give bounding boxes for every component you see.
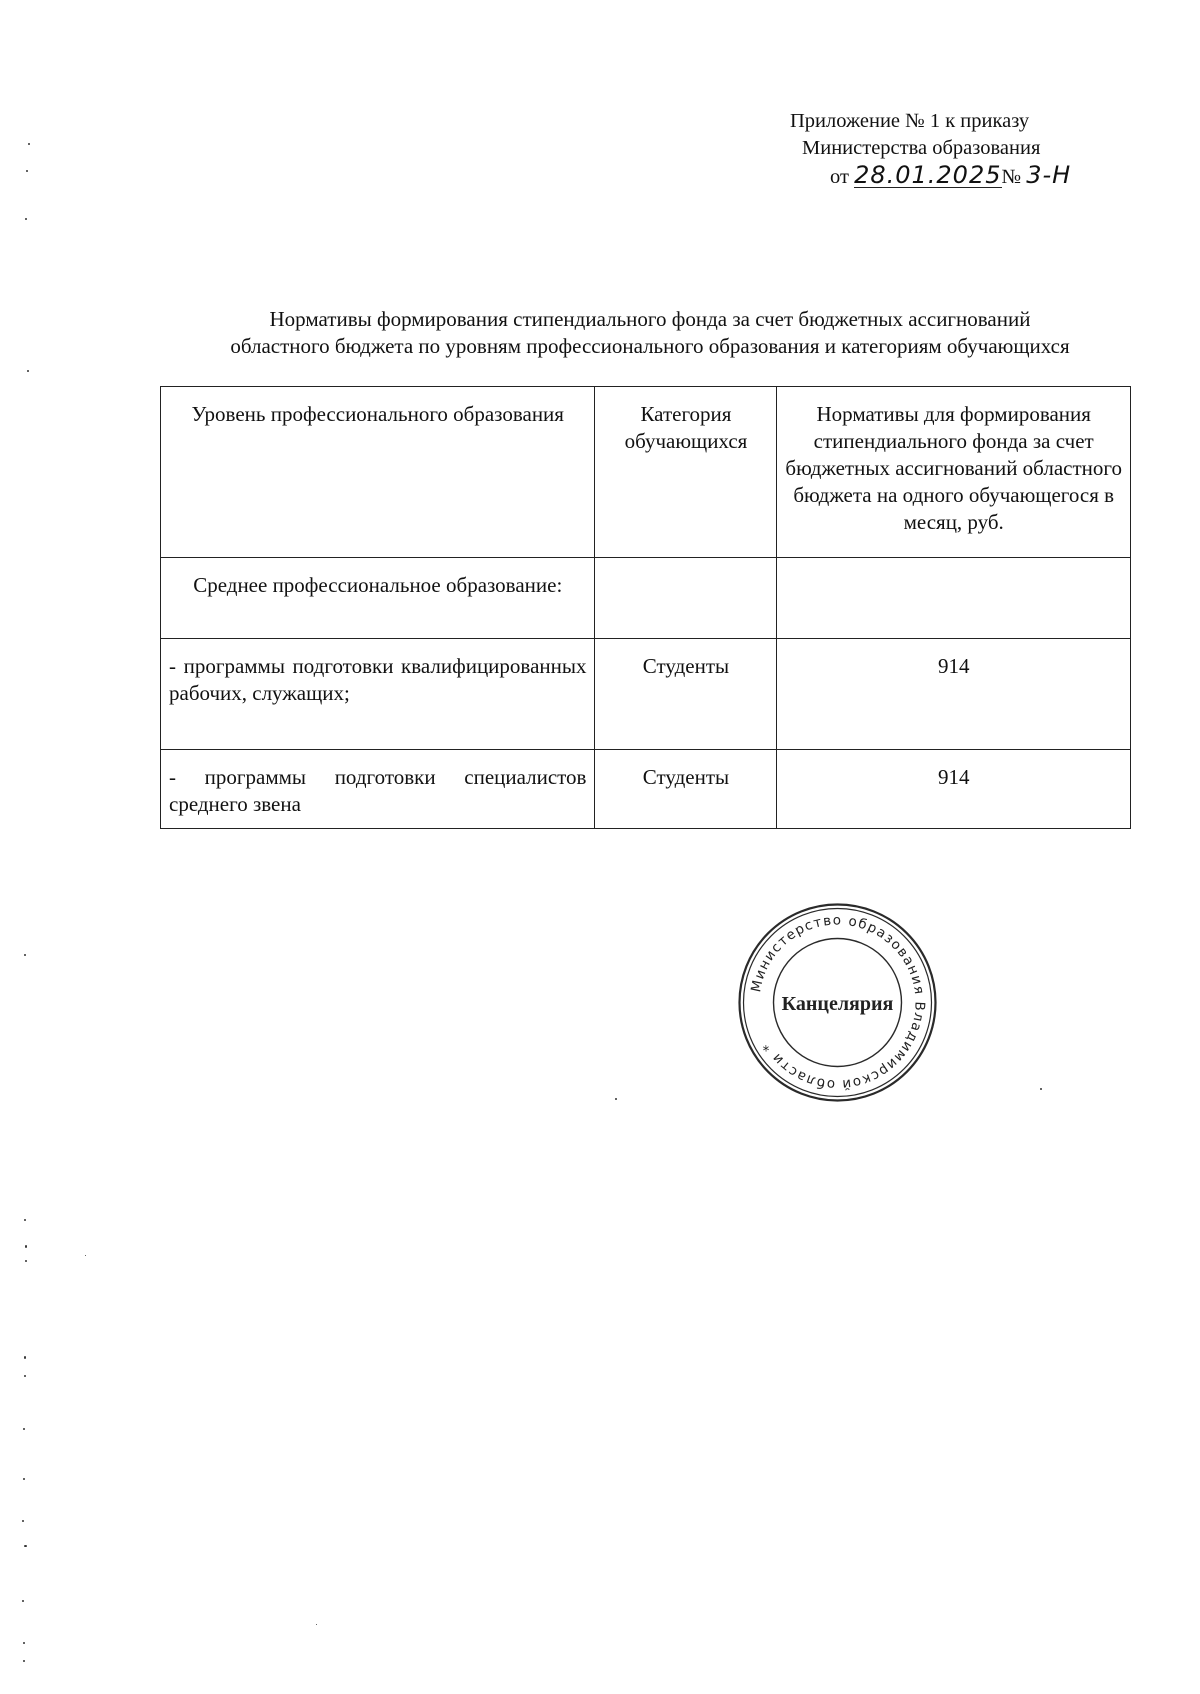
- scan-speck: [26, 170, 28, 172]
- scan-speck: [615, 1098, 617, 1100]
- section-value: [777, 558, 1131, 639]
- row-value: 914: [777, 750, 1131, 829]
- scan-speck: [23, 1642, 25, 1644]
- row-level: - программы подготовки квалифицированных рабочих, служащих;: [161, 639, 595, 750]
- row-value: 914: [777, 639, 1131, 750]
- table-header-row: [161, 387, 1131, 558]
- header-norm: Нормативы для формирования стипендиального фонда за счет бюджетных ассигнований областного бюджета на одного обучающегося в месяц, руб.: [777, 387, 1131, 558]
- scan-speck: [23, 1660, 25, 1662]
- scan-speck: [25, 218, 27, 220]
- scan-speck: [24, 954, 26, 956]
- scan-speck: [23, 1428, 25, 1430]
- title-line-1: Нормативы формирования стипендиального фонда за счет бюджетных ассигнований: [269, 307, 1031, 331]
- scan-speck: [25, 1245, 27, 1248]
- handwritten-number: 3-Н: [1026, 161, 1072, 189]
- scan-speck: [316, 1624, 317, 1625]
- scan-speck: [24, 1545, 27, 1547]
- stamp-center-text: Канцелярия: [781, 993, 894, 1015]
- header-category: Категория обучающихся: [595, 387, 777, 558]
- scan-speck: [85, 1255, 86, 1256]
- table-section-row: [161, 558, 1131, 639]
- scan-speck: [1040, 1088, 1042, 1090]
- number-prefix: №: [1001, 166, 1022, 188]
- scan-speck: [27, 370, 29, 372]
- date-prefix: от: [830, 166, 849, 188]
- row-level: - программы подготовки специалистов среднего звена: [161, 750, 595, 829]
- header-level: Уровень профессионального образования: [161, 387, 595, 558]
- scan-speck: [28, 143, 30, 145]
- row-category: Студенты: [595, 750, 777, 829]
- row-category: Студенты: [595, 639, 777, 750]
- norms-table: [160, 386, 1131, 829]
- table-row: [161, 639, 1131, 750]
- scan-speck: [22, 1600, 24, 1602]
- appendix-line-2: Министерства образования: [802, 137, 1041, 159]
- appendix-line-1: Приложение № 1 к приказу: [790, 110, 1030, 132]
- scan-speck: [24, 1375, 26, 1377]
- stamp-ring-text: Министерство образования Владимирской области *: [748, 912, 928, 1093]
- office-stamp: [735, 900, 940, 1105]
- scan-speck: [22, 1520, 24, 1522]
- scan-speck: [23, 1478, 25, 1480]
- section-category: [595, 558, 777, 639]
- table-row: [161, 750, 1131, 829]
- scan-speck: [25, 1260, 27, 1262]
- appendix-header: [790, 108, 1110, 191]
- document-title: [150, 306, 1150, 360]
- handwritten-date: 28.01.2025: [854, 161, 1002, 189]
- scan-speck: [24, 1219, 26, 1221]
- section-label: Среднее профессиональное образование:: [161, 558, 595, 639]
- title-line-2: областного бюджета по уровням профессионального образования и категориям обучающихся: [230, 334, 1070, 358]
- appendix-date-line: [790, 162, 1110, 191]
- scan-speck: [24, 1356, 26, 1359]
